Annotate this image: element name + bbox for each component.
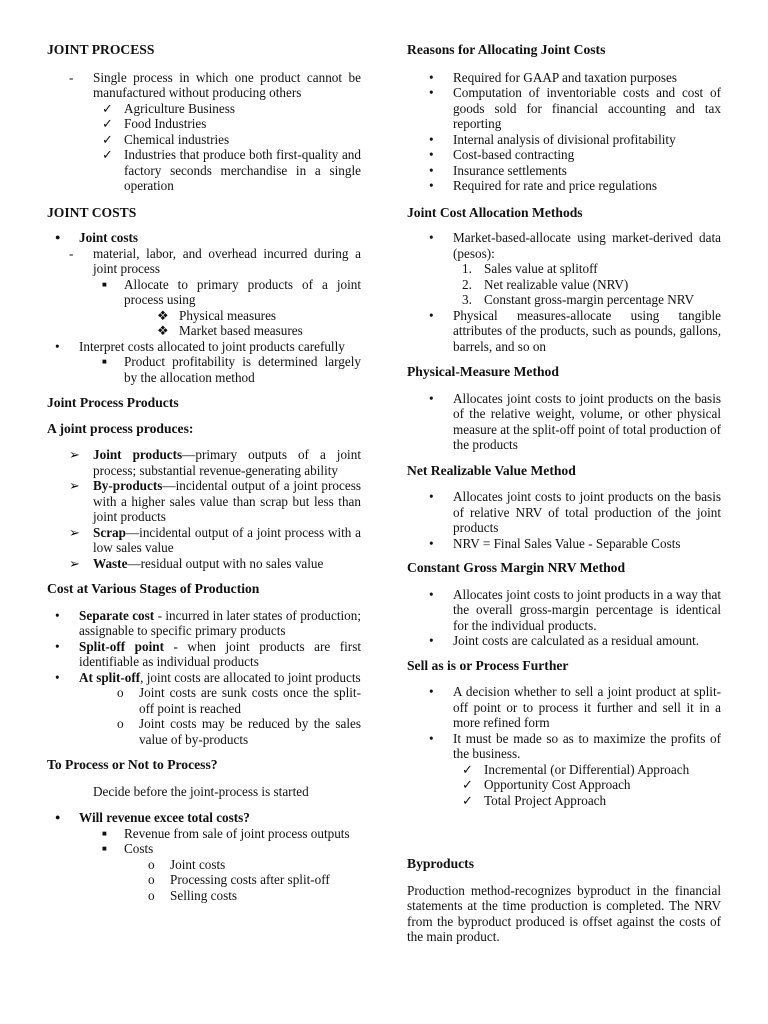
joint-costs-desc: - material, labor, and overhead incurred during a joint process [69,245,361,276]
list-item: • Required for GAAP and taxation purposes [429,69,678,85]
list-item: • Separate cost - incurred in later states of production; assignable to specific primary products [55,607,361,638]
to-process-decide: Decide before the joint-process is started [93,783,309,799]
list-item: • Physical measures-allocate using tangible attributes of the products, such as pounds, gallons, barrels, and so on [429,307,721,354]
bullet-marker: • [429,162,434,178]
list-item: • Allocates joint costs to joint products in a way that the overall gross-margin percentage is identical for the individual products. [429,586,721,633]
diamond-marker: ❖ [157,323,169,338]
to-process-heading: To Process or Not to Process? [47,757,218,772]
list-item: • Allocates joint costs to joint products on the basis of the relative weight, volume, or other physical measure at the split-off point of total production of the products [429,390,721,452]
square-marker: ■ [102,828,107,838]
list-item: • Joint costs are calculated as a residual amount. [429,633,700,648]
list-item: 2. Net realizable value (NRV) [462,276,629,292]
list-item: • Allocates joint costs to joint products on the basis of relative NRV of total production of the joint products [429,489,721,535]
bullet-marker: • [429,147,434,162]
bullet-marker: • [429,633,434,648]
cgm-method-heading: Constant Gross Margin NRV Method [407,560,626,575]
joint-process-section [47,42,361,194]
square-marker: ■ [102,357,107,366]
check-icon: ✓ [102,147,114,162]
arrow-marker: ➢ [69,524,81,540]
number-marker: 2. [462,276,472,292]
list-item: o Joint costs may be reduced by the sales value of by-products [117,716,361,747]
physical-method-section [407,364,721,453]
list-item: ➢ By-products—incidental output of a joint process with a higher sales value than scrap but less than joint products [69,478,361,524]
circle-marker: o [117,716,124,731]
reasons-heading: Reasons for Allocating Joint Costs [407,42,606,57]
square-marker: ■ [102,844,107,853]
check-icon: ✓ [102,131,114,147]
joint-process-products-section [47,395,361,571]
arrow-marker: ➢ [69,478,81,493]
list-item: • NRV = Final Sales Value - Separable Costs [429,535,681,551]
list-item: ✓ Industries that produce both first-quality and factory seconds merchandise in a single operation [102,147,361,193]
check-icon: ✓ [102,100,114,116]
methods-section [407,205,721,355]
right-column [407,42,721,944]
left-column [47,42,361,903]
list-item: ➢ Scrap—incidental output of a joint process with a low sales value [69,524,361,555]
bullet-marker: • [429,131,434,147]
arrow-marker: ➢ [69,555,81,571]
reasons-section [407,42,721,194]
list-item: o Joint costs [148,856,226,872]
byproducts-section [407,856,721,945]
square-marker: ■ [102,279,107,289]
list-item: 1. Sales value at splitoff [462,261,598,276]
circle-marker: o [117,685,124,700]
joint-process-definition: - Single process in which one product cannot be manufactured without producing others [69,69,361,100]
list-item: • At split-off, joint costs are allocated to joint products [55,669,361,685]
joint-costs-allocate: ■ Allocate to primary products of a joint process using [102,276,361,307]
number-marker: 1. [462,261,472,276]
dash-marker: - [69,69,74,85]
joint-process-heading: JOINT PROCESS [47,42,155,57]
joint-costs-profitability: ■ Product profitability is determined largely by the allocation method [102,354,361,385]
list-item: • Cost-based contracting [429,147,575,162]
byproducts-text: Production method-recognizes byproduct in the financial statements at the time production is completed. The NRV from the byproduct produced is offset against the costs of the main product. [407,882,721,944]
list-item: • Insurance settlements [429,162,567,178]
list-item: • Split-off point - when joint products are first identifiable as individual products [55,638,361,669]
list-item: 3. Constant gross-margin percentage NRV [462,292,695,307]
bullet-marker: • [429,85,434,100]
physical-method-heading: Physical-Measure Method [407,364,559,379]
bullet-marker: • [429,535,434,551]
list-item: o Selling costs [148,887,238,903]
check-icon: ✓ [462,792,474,808]
number-marker: 3. [462,292,472,307]
bullet-marker: • [429,390,434,406]
bullet-marker: • [429,489,434,504]
joint-costs-heading: JOINT COSTS [47,204,137,220]
list-item: ■ Costs [102,841,154,856]
bullet-marker: • [55,638,60,654]
list-item: ✓ Agriculture Business [102,100,235,116]
list-item: ✓ Opportunity Cost Approach [462,777,631,792]
byproducts-heading: Byproducts [407,856,474,871]
bullet-marker: • [55,607,60,623]
to-process-question: ● Will revenue excee total costs? [55,810,250,825]
nrv-method-section [407,463,721,552]
check-icon: ✓ [462,761,474,777]
joint-process-products-heading: Joint Process Products [47,395,179,410]
bullet-marker: • [55,338,60,354]
list-item: ❖ Market based measures [157,323,303,338]
list-item: ✓ Chemical industries [102,131,230,147]
list-item: ➢ Joint products—primary outputs of a joint process; substantial revenue-generating ability [69,447,361,478]
disc-marker: ● [55,812,61,822]
dash-marker: - [69,245,74,261]
list-item: ❖ Physical measures [157,307,277,323]
joint-costs-item: ● Joint costs [55,230,138,245]
bullet-marker: • [429,230,434,245]
check-icon: ✓ [462,777,474,792]
circle-marker: o [148,856,155,872]
cgm-method-section [407,560,721,649]
arrow-marker: ➢ [69,447,81,462]
list-item: • Internal analysis of divisional profitability [429,131,676,147]
joint-costs-section [47,205,361,386]
list-item: o Joint costs are sunk costs once the split-off point is reached [117,685,361,716]
list-item: o Processing costs after split-off [148,872,330,887]
cost-stages-section [47,581,361,747]
bullet-marker: • [429,69,434,85]
circle-marker: o [148,887,155,903]
list-item: • Market-based-allocate using market-derived data (pesos): [429,230,721,261]
to-process-section [47,757,361,903]
list-item: • A decision whether to sell a joint product at split-off point or to process it further and sell it in a more refined form [429,684,721,730]
list-item: ➢ Waste—residual output with no sales value [69,555,324,571]
bullet-marker: • [55,669,60,685]
list-item: • Required for rate and price regulations [429,178,657,193]
methods-heading: Joint Cost Allocation Methods [407,204,583,220]
diamond-marker: ❖ [157,307,169,323]
nrv-method-heading: Net Realizable Value Method [407,462,576,478]
circle-marker: o [148,872,155,887]
cost-stages-heading: Cost at Various Stages of Production [47,581,260,596]
bullet-marker: • [429,684,434,699]
list-item: ■ Revenue from sale of joint process outputs [102,825,350,841]
bullet-marker: • [429,586,434,602]
list-item: • Computation of inventoriable costs and cost of goods sold for financial accounting and tax reporting [429,85,721,131]
joint-process-products-subheading: A joint process produces: [47,420,194,436]
disc-marker: ● [55,232,61,242]
bullet-marker: • [429,178,434,193]
list-item: • It must be made so as to maximize the profits of the business. [429,730,721,761]
list-item: ✓ Total Project Approach [462,792,607,808]
sell-process-heading: Sell as is or Process Further [407,657,569,673]
bullet-marker: • [429,307,434,323]
bullet-marker: • [429,730,434,746]
check-icon: ✓ [102,116,114,131]
list-item: ✓ Food Industries [102,116,207,131]
list-item: ✓ Incremental (or Differential) Approach [462,761,690,777]
sell-process-section [407,658,721,809]
joint-costs-interpret: • Interpret costs allocated to joint products carefully [55,338,345,354]
